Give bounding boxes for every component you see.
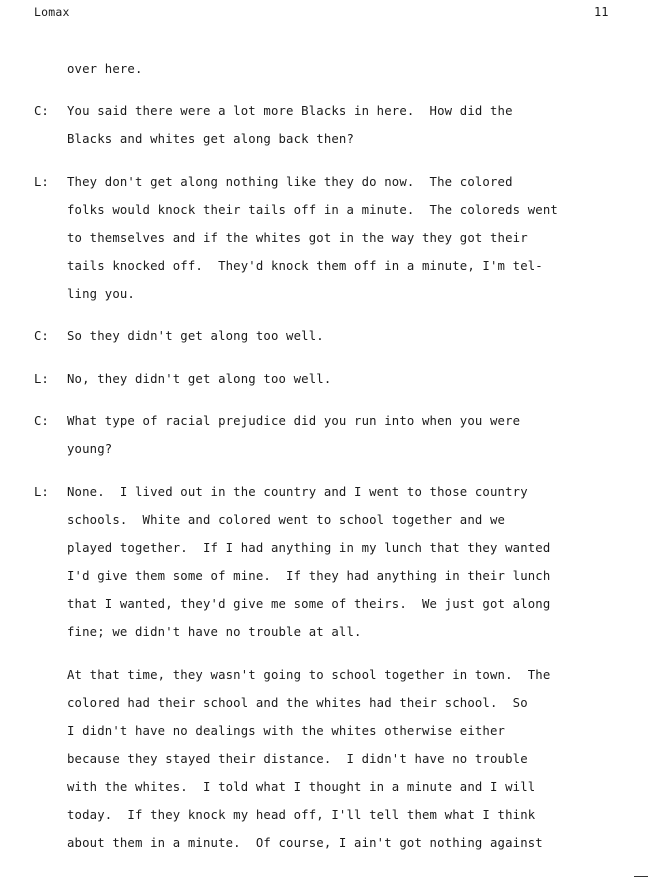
speaker-label: L:: [34, 175, 49, 189]
transcript-line: I didn't have no dealings with the whites otherwise either: [67, 724, 506, 738]
transcript-line: fine; we didn't have no trouble at all.: [67, 625, 362, 639]
transcript-line: They don't get along nothing like they do now. The colored: [67, 175, 513, 189]
scan-edge-mark: [634, 876, 648, 877]
transcript-line: I'd give them some of mine. If they had anything in their lunch: [67, 569, 551, 583]
transcript-line: Blacks and whites get along back then?: [67, 132, 355, 146]
transcript-line: that I wanted, they'd give me some of theirs. We just got along: [67, 597, 551, 611]
transcript-line: No, they didn't get along too well.: [67, 372, 332, 386]
header-interviewee-name: Lomax: [34, 5, 70, 19]
transcript-line: because they stayed their distance. I didn't have no trouble: [67, 752, 528, 766]
speaker-label: C:: [34, 329, 49, 343]
transcript-line: tails knocked off. They'd knock them off in a minute, I'm tel-: [67, 259, 543, 273]
transcript-line: What type of racial prejudice did you run into when you were: [67, 414, 521, 428]
speaker-label: C:: [34, 414, 49, 428]
page-number: 11: [594, 5, 609, 19]
transcript-line: You said there were a lot more Blacks in here. How did the: [67, 104, 513, 118]
transcript-line: over here.: [67, 62, 143, 76]
transcript-line: young?: [67, 442, 113, 456]
transcript-line: At that time, they wasn't going to school together in town. The: [67, 668, 551, 682]
transcript-line: played together. If I had anything in my lunch that they wanted: [67, 541, 551, 555]
transcript-line: colored had their school and the whites had their school. So: [67, 696, 528, 710]
transcript-line: None. I lived out in the country and I went to those country: [67, 485, 528, 499]
transcript-line: ling you.: [67, 287, 135, 301]
speaker-label: C:: [34, 104, 49, 118]
transcript-line: to themselves and if the whites got in the way they got their: [67, 231, 528, 245]
transcript-line: about them in a minute. Of course, I ain't got nothing against: [67, 836, 543, 850]
transcript-line: folks would knock their tails off in a minute. The coloreds went: [67, 203, 558, 217]
transcript-line: today. If they knock my head off, I'll tell them what I think: [67, 808, 536, 822]
transcript-line: schools. White and colored went to school together and we: [67, 513, 506, 527]
speaker-label: L:: [34, 372, 49, 386]
transcript-line: So they didn't get along too well.: [67, 329, 324, 343]
transcript-line: with the whites. I told what I thought in a minute and I will: [67, 780, 536, 794]
speaker-label: L:: [34, 485, 49, 499]
